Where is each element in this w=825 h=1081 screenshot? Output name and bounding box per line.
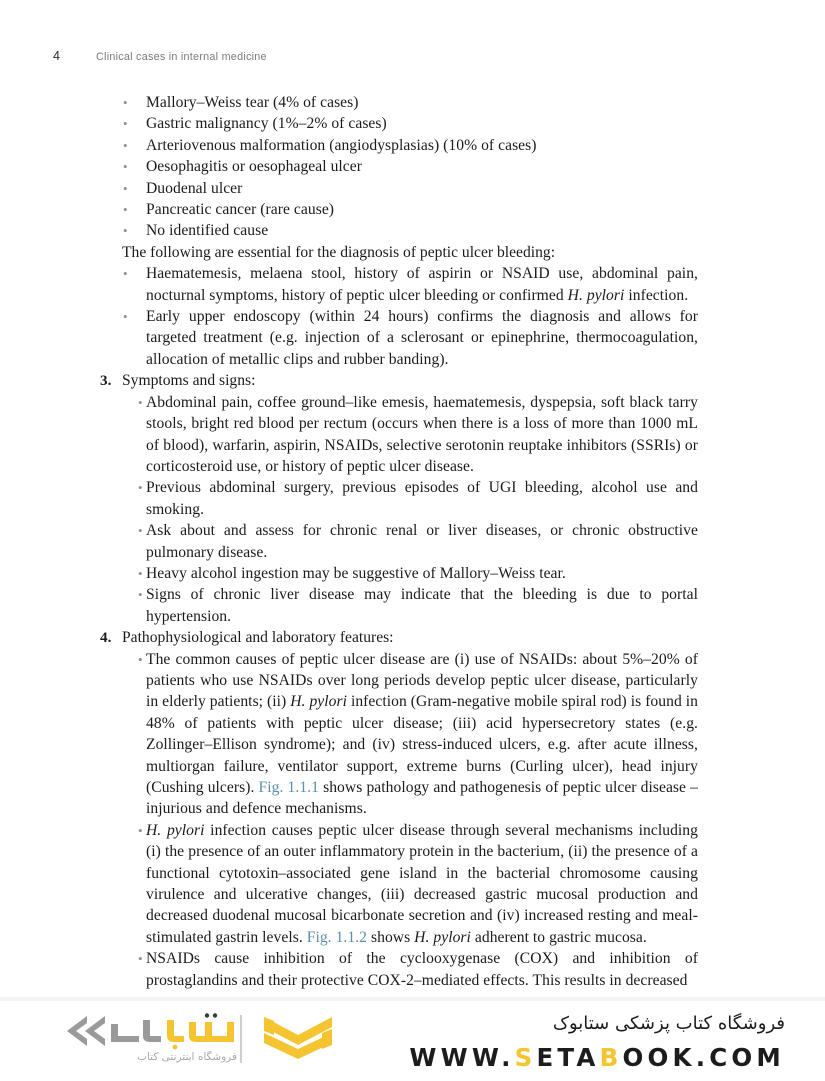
- text-run: Duodenal ulcer: [146, 179, 243, 197]
- bullet-icon: •: [123, 159, 128, 175]
- list-item: [97, 156, 698, 177]
- setabook-wordmark-icon: [57, 1012, 237, 1050]
- running-head: [0, 49, 825, 71]
- bullet-icon: •: [138, 480, 143, 496]
- bullet-icon: •: [138, 565, 143, 581]
- list-item: [97, 199, 698, 220]
- bullet-icon: •: [138, 822, 143, 838]
- text-run: Previous abdominal surgery, previous episodes of UGI bleeding, alcohol use and smoking.: [146, 479, 698, 518]
- list-item: [97, 92, 698, 113]
- bullet-icon: •: [138, 523, 143, 539]
- url-b: B: [599, 1043, 623, 1072]
- text-run: Mallory–Weiss tear (4% of cases): [146, 94, 359, 111]
- footer-tagline: فروشگاه کتاب پزشکی ستابوک: [552, 1013, 785, 1034]
- text-run: Signs of chronic liver disease may indicate that the bleeding is due to portal hypertension.: [146, 586, 698, 625]
- text-run: Abdominal pain, coffee ground–like emesis, haematemesis, dyspepsia, soft black tarry stools, bright red blood per rectum (occurs when there is a loss of more than 1000 mL of blood), warfarin, aspirin, NSAIDs, selective serotonin reuptake inhibitors (SSRIs) or corticosteroid use, or history of peptic ulcer disease.: [146, 393, 698, 475]
- url-eta: ETA: [536, 1043, 600, 1072]
- text-run: Pancreatic cancer (rare cause): [146, 201, 335, 219]
- numbered-list-item: [97, 370, 698, 391]
- text-run: No identified cause: [146, 222, 269, 240]
- text-run: infection (Gram-negative mobile spiral rod) is found in 48% of patients with peptic ulcer disease; (iii) acid hypersecretory states (e.g. Zollinger–Ellison syndrome); and (iv) stress-induced ulcers, e.g. after acute illness, multiorgan failure, ventilator support, extreme burns (Curling ulcer), head injury (Cushing ulcers).: [146, 693, 699, 796]
- page-number: 4: [53, 49, 61, 63]
- list-item: [97, 113, 698, 134]
- bullet-icon: •: [123, 137, 128, 153]
- list-item: [97, 820, 698, 948]
- italic-term: H. pylori: [567, 286, 625, 304]
- list-item: [97, 477, 698, 520]
- list-item: [97, 584, 698, 627]
- list-item: [97, 306, 698, 370]
- text-run: shows: [367, 928, 415, 946]
- footer-url[interactable]: [409, 1043, 785, 1072]
- bullet-icon: •: [138, 651, 143, 667]
- running-head-title: Clinical cases in internal medicine: [96, 51, 267, 63]
- text-run: adherent to gastric mucosa.: [470, 928, 647, 946]
- text-run: infection causes peptic ulcer disease through several mechanisms including (i) the presence of an outer inflammatory protein in the bacterium, (ii) the presence of a functional cytotoxin–associated gene island in the bacterial chromosome causing virulence and ulcerative changes, (iii) decreased gastric mucosal production and decreased duodenal mucosal bicarbonate secretion and (iv) increased resting and meal-stimulated gastrin levels.: [146, 821, 698, 946]
- bullet-icon: •: [138, 394, 143, 410]
- bullet-icon: •: [123, 309, 128, 325]
- list-item: [97, 220, 698, 241]
- italic-term: H. pylori: [414, 928, 471, 946]
- bullet-icon: •: [123, 266, 128, 282]
- text-run: Arteriovenous malformation (angiodysplasias) (10% of cases): [146, 136, 537, 154]
- bullet-icon: •: [138, 951, 143, 967]
- url-ook: OOK: [622, 1043, 696, 1072]
- text-run: NSAIDs cause inhibition of the cyclooxygenase (COX) and inhibition of prostaglandins and their protective COX-2–mediated effects. This results in decreased: [146, 950, 698, 989]
- numbered-list-item: [97, 627, 698, 648]
- url-suffix: .COM: [695, 1043, 785, 1072]
- text-run: The common causes of peptic ulcer disease are (i) use of NSAIDs: about 5%–20% of patients who use NSAIDs over long periods develop peptic ulcer disease, particularly in elderly patients; (ii): [146, 650, 698, 711]
- url-prefix: WWW.: [409, 1043, 515, 1072]
- text-run: Heavy alcohol ingestion may be suggestive of Mallory–Weiss tear.: [146, 564, 566, 582]
- list-number: 4.: [100, 629, 112, 647]
- numbered-item-heading: Pathophysiological and laboratory features:: [122, 629, 394, 647]
- list-item: [97, 563, 698, 584]
- list-number: 3.: [100, 372, 112, 390]
- text-run: Early upper endoscopy (within 24 hours) confirms the diagnosis and allows for targeted treatment (e.g. injection of a sclerosant or epinephrine, thermocoagulation, allocation of metallic clips and rubber banding).: [146, 308, 698, 368]
- italic-term: H. pylori: [290, 693, 347, 711]
- list-item: [97, 135, 698, 156]
- list-item: [97, 178, 698, 199]
- list-item: [97, 263, 698, 306]
- figure-reference[interactable]: Fig. 1.1.2: [306, 928, 368, 946]
- bullet-icon: •: [123, 116, 128, 132]
- list-item: [97, 649, 698, 820]
- bullet-icon: •: [123, 223, 128, 239]
- list-item: [97, 520, 698, 563]
- setabook-logo: [57, 1010, 237, 1072]
- text-run: Oesophagitis or oesophageal ulcer: [146, 158, 362, 176]
- setabook-chevron-mark-icon: [258, 1013, 338, 1069]
- text-run: Gastric malignancy (1%–2% of cases): [146, 115, 387, 133]
- list-item: [97, 392, 698, 478]
- figure-reference[interactable]: Fig. 1.1.1: [258, 779, 319, 796]
- brand-sublabel: فروشگاه اینترنتی کتاب: [137, 1051, 237, 1063]
- bullet-icon: •: [138, 587, 143, 603]
- text-run: Ask about and assess for chronic renal or liver diseases, or chronic obstructive pulmonary disease.: [146, 522, 698, 561]
- text-run: shows pathology and pathogenesis of peptic ulcer disease – injurious and defence mechanisms.: [146, 779, 698, 818]
- footer-divider: [240, 1015, 242, 1063]
- diagnosis-lead-paragraph: The following are essential for the diagnosis of peptic ulcer bleeding:: [122, 243, 556, 261]
- italic-term: H. pylori: [146, 821, 205, 839]
- bullet-icon: •: [123, 180, 128, 196]
- numbered-item-heading: Symptoms and signs:: [122, 372, 256, 390]
- watermark-footer: [0, 1000, 825, 1081]
- text-run: Haematemesis, melaena stool, history of aspirin or NSAID use, abdominal pain, nocturnal symptoms, history of peptic ulcer bleeding or confirmed: [146, 265, 698, 304]
- list-item: [97, 948, 698, 991]
- bullet-icon: •: [123, 202, 128, 218]
- text-run: infection.: [624, 286, 689, 304]
- bullet-icon: •: [123, 95, 128, 110]
- url-s: S: [514, 1043, 537, 1072]
- text-column: [97, 92, 698, 991]
